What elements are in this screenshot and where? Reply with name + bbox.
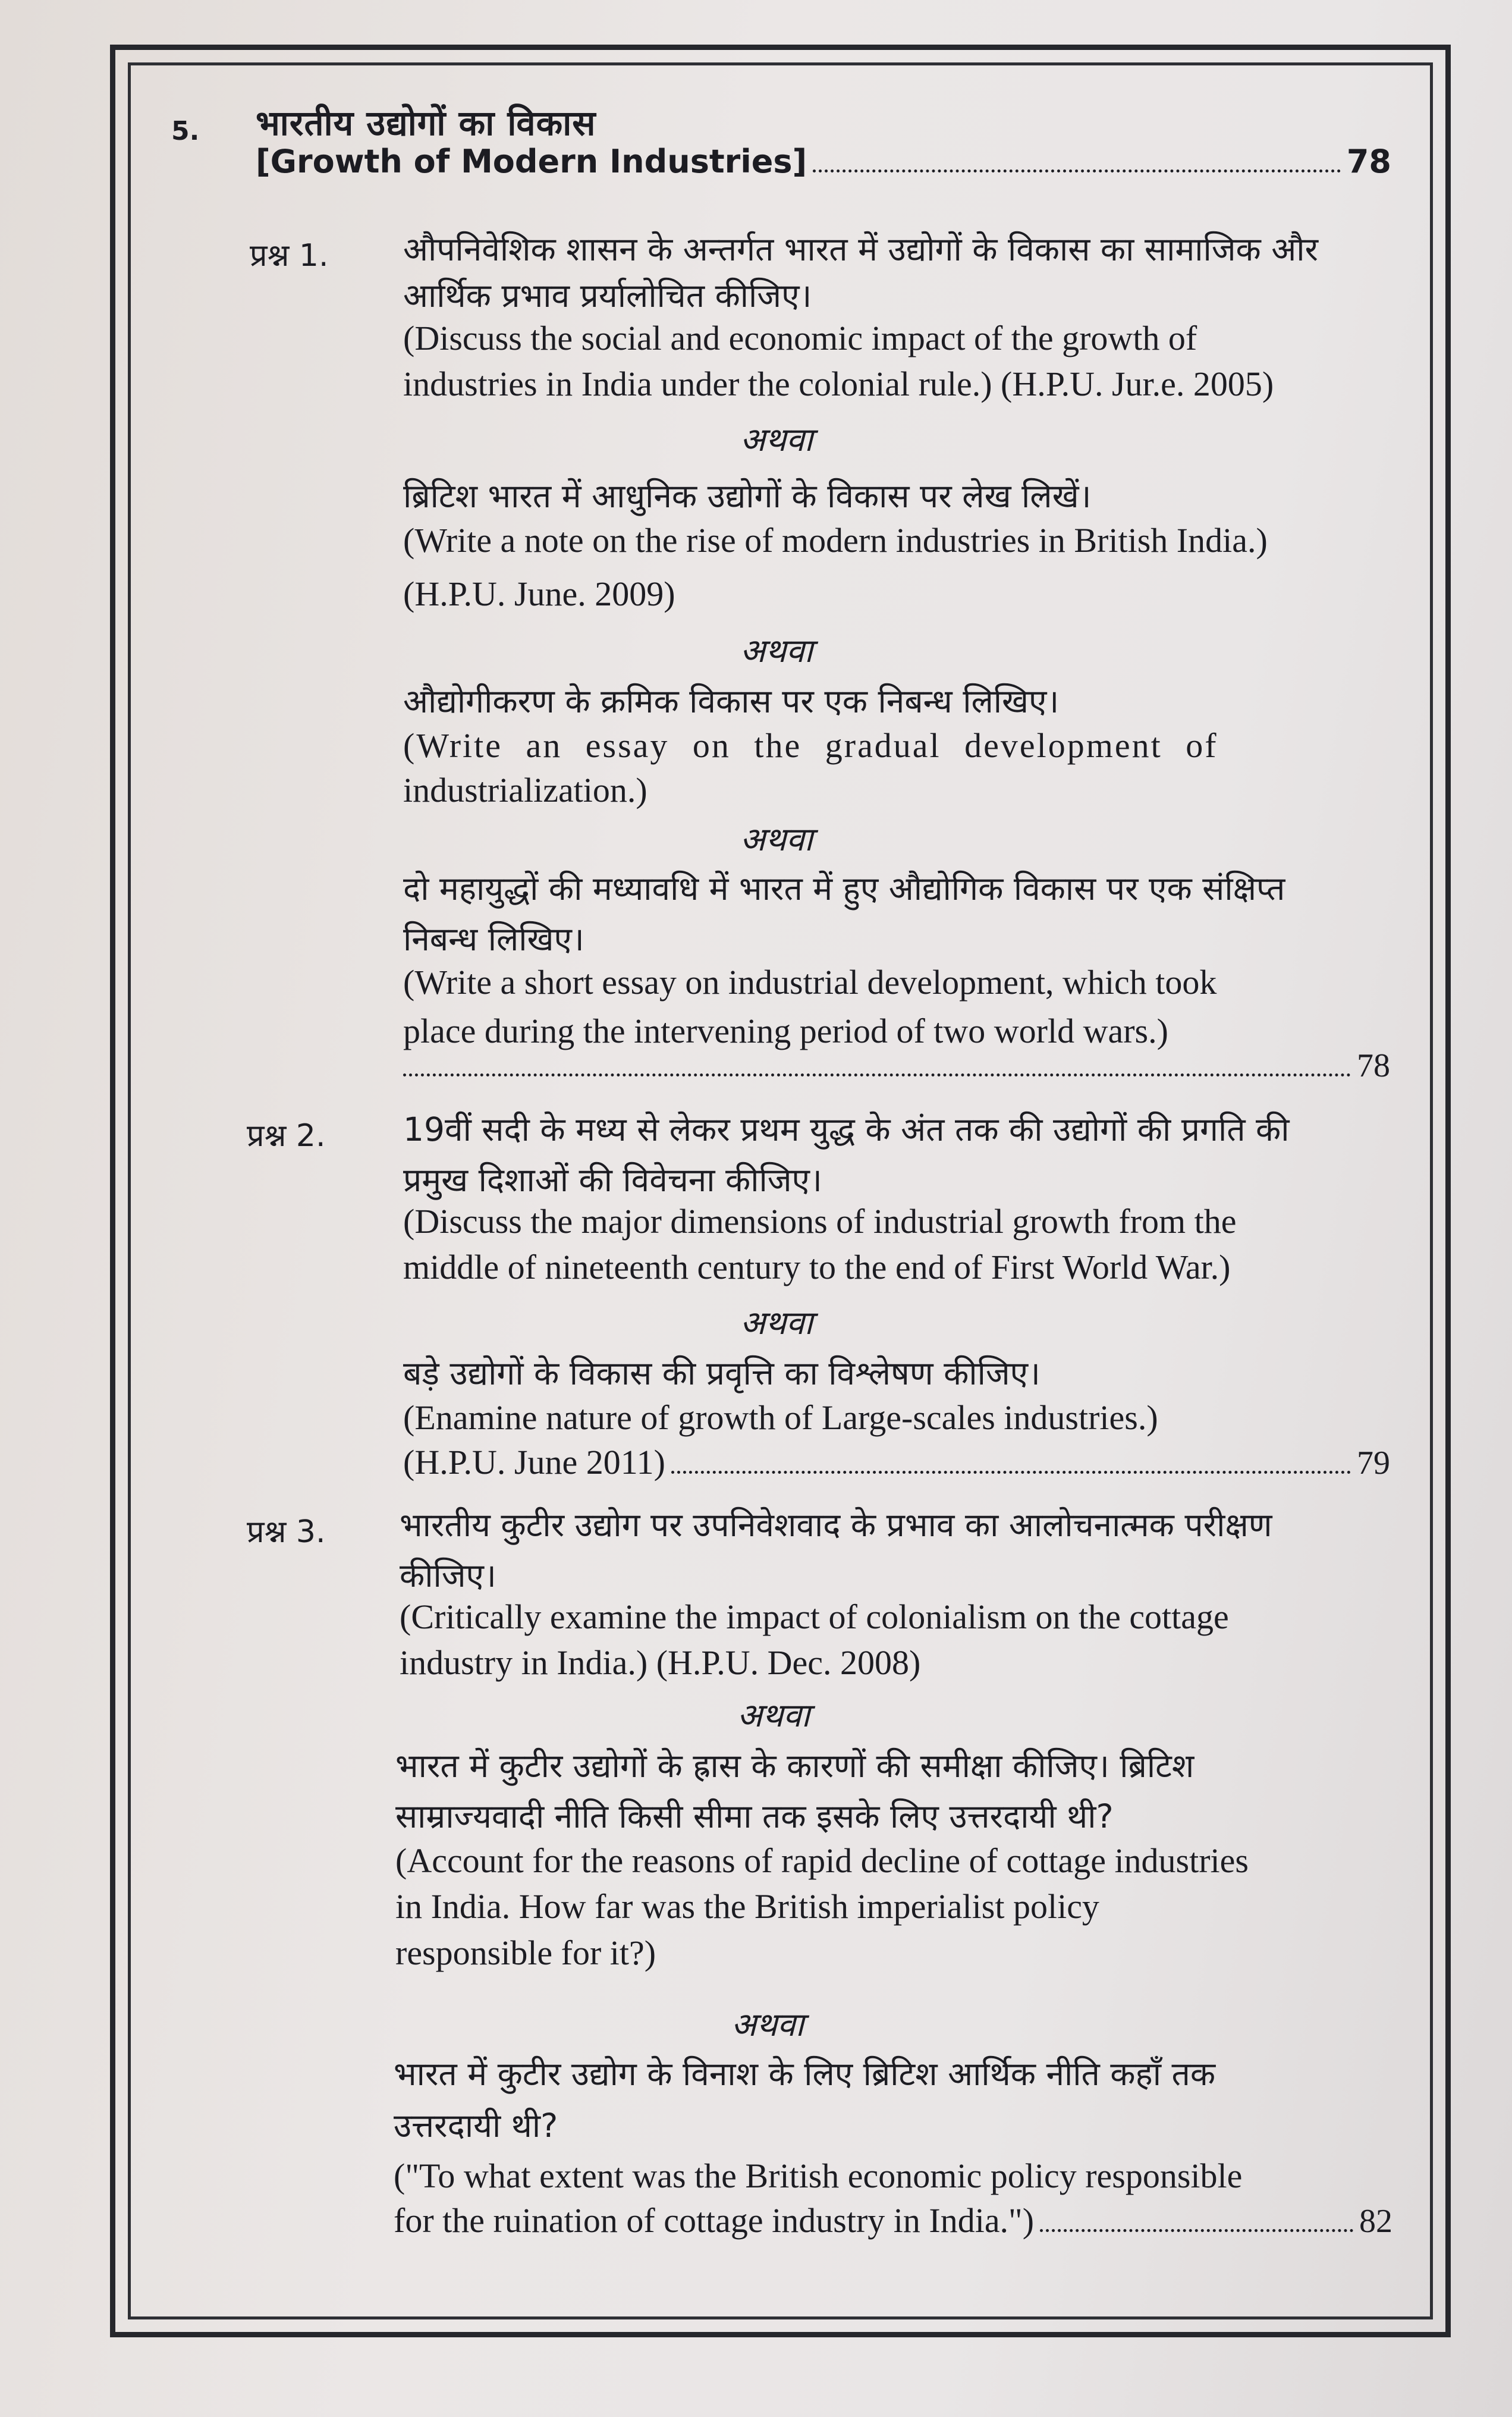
separator-athava: अथवा (737, 1696, 810, 1734)
question-english-line: (Write a short essay on industrial development, which took (403, 963, 1217, 1002)
question-english-line: (Discuss the major dimensions of industrial growth from the (403, 1202, 1237, 1241)
separator-athava: अथवा (731, 2005, 804, 2044)
page-ref-row (394, 2201, 1392, 2240)
page-ref-row (403, 1442, 1390, 1482)
question-english-line: (Write an essay on the gradual development of (403, 726, 1218, 765)
question-english-line: in India. How far was the British imperialist policy (395, 1887, 1099, 1926)
question-english-line: (H.P.U. June 2011) (403, 1443, 665, 1481)
chapter-title-hindi: भारतीय उद्योगों का विकास (256, 103, 596, 143)
question-hindi-line: बड़े उद्योगों के विकास की प्रवृत्ति का विश्लेषण कीजिए। (403, 1354, 1041, 1392)
question-hindi-line: 19वीं सदी के मध्य से लेकर प्रथम युद्ध के अंत तक की उद्योगों की प्रगति की (403, 1110, 1290, 1148)
page-number: 79 (1357, 1445, 1390, 1481)
question-hindi-line: प्रमुख दिशाओं की विवेचना कीजिए। (403, 1161, 822, 1199)
dot-leader (671, 1471, 1351, 1474)
question-hindi-line: औपनिवेशिक शासन के अन्तर्गत भारत में उद्योगों के विकास का सामाजिक और (403, 230, 1318, 268)
question-english-line: (Enamine nature of growth of Large-scales industries.) (403, 1398, 1158, 1437)
question-label: प्रश्न 3. (247, 1514, 326, 1550)
dot-leader (1040, 2229, 1353, 2232)
separator-athava: अथवा (740, 820, 813, 858)
question-english-line: (Critically examine the impact of colonialism on the cottage (400, 1597, 1229, 1636)
separator-athava: अथवा (740, 420, 813, 459)
question-english-line: ("To what extent was the British economic policy responsible (394, 2157, 1243, 2195)
question-english-line: industries in India under the colonial rule.) (H.P.U. Jur.e. 2005) (403, 365, 1274, 403)
question-english-line: industry in India.) (H.P.U. Dec. 2008) (400, 1643, 921, 1682)
question-hindi-line: ब्रिटिश भारत में आधुनिक उद्योगों के विकास पर लेख लिखें। (403, 477, 1092, 515)
question-hindi-line: उत्तरदायी थी? (394, 2107, 558, 2145)
separator-athava: अथवा (740, 1304, 813, 1342)
page-number: 82 (1359, 2203, 1392, 2240)
question-english-line: (Account for the reasons of rapid decline of cottage industries (395, 1841, 1249, 1880)
question-hindi-line: दो महायुद्धों की मध्यावधि में भारत में हुए औद्योगिक विकास पर एक संक्षिप्त (403, 870, 1285, 908)
dot-leader (403, 1073, 1351, 1076)
question-hindi-line: कीजिए। (400, 1556, 496, 1594)
question-hindi-line: निबन्ध लिखिए। (403, 920, 584, 958)
chapter-title-row (256, 143, 1391, 180)
question-english-line: for the ruination of cottage industry in India.") (394, 2201, 1035, 2240)
dot-leader (813, 169, 1341, 172)
chapter-number: 5. (171, 116, 200, 146)
page-number: 78 (1357, 1047, 1390, 1084)
question-english-line: responsible for it?) (395, 1933, 656, 1972)
chapter-page-number: 78 (1346, 143, 1391, 180)
question-english-line: place during the intervening period of two world wars.) (403, 1012, 1168, 1050)
separator-athava: अथवा (740, 632, 813, 670)
question-hindi-line: साम्राज्यवादी नीति किसी सीमा तक इसके लिए उत्तरदायी थी? (395, 1797, 1114, 1835)
question-hindi-line: औद्योगीकरण के क्रमिक विकास पर एक निबन्ध लिखिए। (403, 682, 1060, 720)
question-english-line: industrialization.) (403, 771, 647, 809)
question-english-line: (Discuss the social and economic impact of the growth of (403, 319, 1197, 357)
question-english-line: middle of nineteenth century to the end of First World War.) (403, 1248, 1231, 1286)
question-label: प्रश्न 1. (250, 238, 329, 274)
question-english-line: (Write a note on the rise of modern industries in British India.) (403, 521, 1268, 560)
question-hindi-line: भारत में कुटीर उद्योग के विनाश के लिए ब्रिटिश आर्थिक नीति कहाँ तक (394, 2055, 1216, 2093)
question-hindi-line: भारत में कुटीर उद्योगों के ह्रास के कारणों की समीक्षा कीजिए। ब्रिटिश (395, 1747, 1194, 1785)
chapter-title-english: [Growth of Modern Industries] (256, 143, 807, 180)
question-hindi-line: आर्थिक प्रभाव प्रर्यालोचित कीजिए। (403, 277, 812, 315)
question-label: प्रश्न 2. (247, 1118, 326, 1154)
question-hindi-line: भारतीय कुटीर उद्योग पर उपनिवेशवाद के प्रभाव का आलोचनात्मक परीक्षण (400, 1506, 1272, 1544)
question-english-line: (H.P.U. June. 2009) (403, 575, 675, 613)
page-ref-row (403, 1047, 1390, 1085)
